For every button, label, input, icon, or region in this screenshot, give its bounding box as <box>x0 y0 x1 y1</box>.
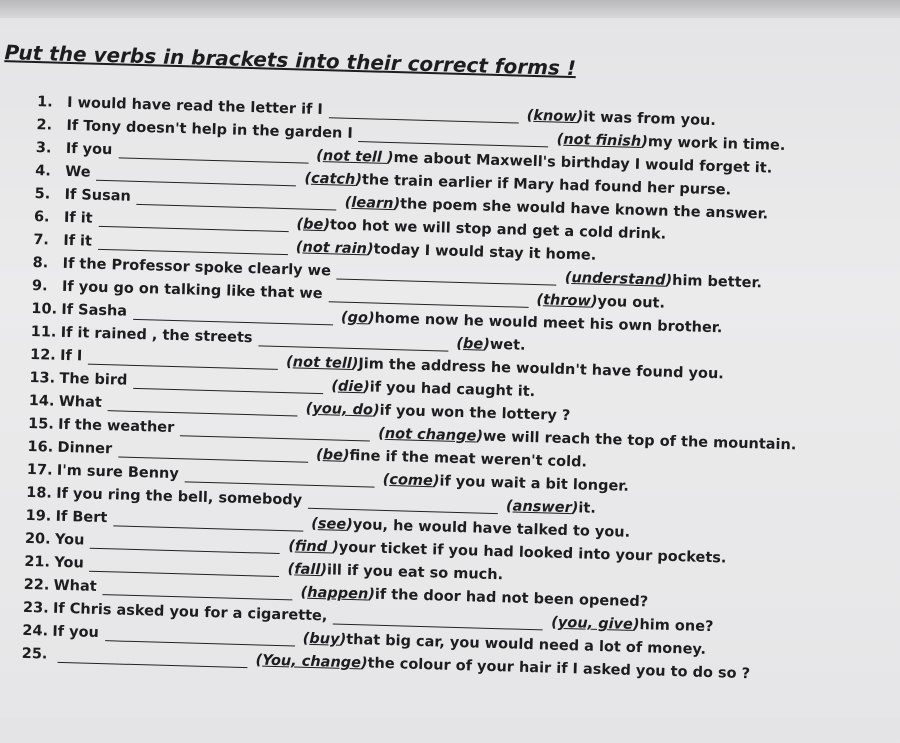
verb-hint: (not rain) <box>295 239 374 258</box>
verb-hint: (find ) <box>288 538 339 556</box>
verb-word: not tell <box>322 148 388 166</box>
exercise-number: 12. <box>29 346 57 364</box>
exercise-number: 22. <box>23 576 50 594</box>
exercise-number: 1. <box>36 94 53 111</box>
exercise-text-after: too hot we will stop and get a cold drink. <box>329 217 667 243</box>
verb-word: learn <box>351 194 394 213</box>
verb-word: be <box>302 216 324 234</box>
exercise-text-before: You <box>54 531 85 549</box>
verb-word: not tell <box>292 354 352 372</box>
verb-word: answer <box>512 498 572 517</box>
verb-word: you, do <box>312 400 374 419</box>
verb-word: go <box>347 309 369 327</box>
exercise-text-after: if you had caught it. <box>369 379 536 401</box>
verb-hint: (you, give) <box>551 614 640 634</box>
exercise-text-after: him better. <box>671 272 763 292</box>
exercise-text-before: If it <box>63 232 93 250</box>
verb-hint: (throw) <box>536 292 598 310</box>
exercise-text-before: If you <box>65 140 113 159</box>
exercise-number: 2. <box>36 117 53 134</box>
verb-word: die <box>337 378 364 396</box>
exercise-number: 10. <box>31 300 58 318</box>
exercise-number: 15. <box>27 415 55 433</box>
exercise-number: 7. <box>33 232 50 249</box>
exercise-text-after: your ticket if you had looked into your pockets. <box>338 539 727 567</box>
verb-word: be <box>462 336 484 353</box>
exercise-text-after: my work in time. <box>647 134 786 154</box>
verb-hint: (see) <box>311 515 354 534</box>
verb-hint: (understand) <box>564 269 673 289</box>
exercise-text-before: If the Professor spoke clearly we <box>62 255 332 280</box>
exercise-number: 4. <box>35 163 52 180</box>
verb-word: not change <box>384 425 477 445</box>
exercise-text-before: If the weather <box>57 416 175 437</box>
exercise-text-before: We <box>65 163 91 181</box>
verb-word: find <box>294 538 333 556</box>
verb-word: know <box>533 107 577 126</box>
verb-hint: (not change) <box>377 425 484 445</box>
exercise-text-after: if you won the lottery ? <box>379 402 571 425</box>
verb-hint: (You, change) <box>255 652 368 672</box>
exercise-text-before: If I <box>59 347 83 365</box>
exercise-text-after: ill if you eat so much. <box>326 562 504 584</box>
verb-word: you, give <box>557 614 634 633</box>
exercise-number: 24. <box>22 622 49 640</box>
verb-hint: (die) <box>331 378 371 396</box>
exercise-text-after: the poem she would have known the answer. <box>399 196 769 223</box>
verb-word: throw <box>542 292 592 310</box>
exercise-text-after: fine if the meat weren't cold. <box>349 447 588 471</box>
exercise-text-before: If Bert <box>55 508 108 527</box>
exercise-number: 13. <box>29 369 56 387</box>
exercise-number: 11. <box>30 323 57 341</box>
verb-word: see <box>317 516 347 533</box>
exercise-number: 8. <box>32 255 49 272</box>
verb-word: not rain <box>302 239 368 258</box>
exercise-number: 18. <box>26 484 53 502</box>
verb-hint: (be) <box>456 335 491 353</box>
exercise-number: 17. <box>26 461 53 479</box>
verb-hint: (not tell ) <box>316 147 394 167</box>
verb-hint: (be) <box>315 447 350 464</box>
exercise-text-before: If Chris asked you for a cigarette, <box>52 600 328 625</box>
exercise-text-before: If it <box>63 209 93 227</box>
exercise-text-after: me about Maxwell's birthday I would forget it. <box>393 150 773 177</box>
exercise-text-after: wet. <box>489 336 526 354</box>
exercise-number: 9. <box>31 278 48 295</box>
verb-hint: (know) <box>526 107 584 126</box>
exercise-text-before: The bird <box>59 370 128 389</box>
exercise-text-after: the train earlier if Mary had found her purse. <box>361 172 732 199</box>
exercise-text-after: it was from you. <box>583 109 717 130</box>
exercise-text-before: What <box>53 577 97 595</box>
exercise-list <box>22 87 858 685</box>
exercise-text-before: I'm sure Benny <box>56 462 180 483</box>
verb-word: happen <box>307 584 369 603</box>
exercise-number: 19. <box>25 507 52 525</box>
exercise-text-after: that big car, you would need a lot of money. <box>345 631 707 658</box>
exercise-text-before: If it rained , the streets <box>60 324 253 347</box>
verb-hint: (not tell) <box>285 354 359 373</box>
exercise-text-before: If you go on talking like that we <box>61 278 323 303</box>
exercise-text-before: You <box>54 554 84 572</box>
verb-word: fall <box>294 561 321 579</box>
verb-word: understand <box>571 270 666 289</box>
exercise-text-before: If you <box>52 623 100 642</box>
verb-hint: (answer) <box>505 498 579 517</box>
exercise-text-before: If Sasha <box>61 301 128 320</box>
exercise-text-before: If Susan <box>64 186 132 205</box>
exercise-text-before: Dinner <box>57 439 113 458</box>
verb-word: be <box>322 447 344 464</box>
verb-word: not finish <box>563 131 642 150</box>
worksheet-title: Put the verbs in brackets into their correct forms ! <box>4 40 577 81</box>
exercise-number: 16. <box>27 438 54 456</box>
exercise-text-after: the colour of your hair if I asked you to do so ? <box>367 655 751 683</box>
exercise-number: 20. <box>24 530 51 548</box>
exercise-text-before: I would have read the letter if I <box>66 94 323 119</box>
verb-hint: (come) <box>382 471 440 490</box>
exercise-number: 25. <box>21 645 48 663</box>
exercise-text-after: you out. <box>597 293 666 312</box>
verb-hint: (fall) <box>287 561 328 579</box>
exercise-text-before: If Tony doesn't help in the garden I <box>66 117 353 142</box>
exercise-number: 14. <box>28 392 55 410</box>
verb-hint: (buy) <box>302 630 347 648</box>
verb-hint: (not finish) <box>556 131 649 151</box>
exercise-text-after: it. <box>578 500 597 517</box>
exercise-text-after: home now he would meet his own brother. <box>374 310 723 337</box>
exercise-number: 3. <box>35 140 52 157</box>
verb-hint: (happen) <box>300 584 376 603</box>
exercise-text-after: if the door had not been opened? <box>374 586 649 611</box>
answer-blank[interactable] <box>58 649 248 668</box>
exercise-text-after: we will reach the top of the mountain. <box>482 428 797 454</box>
exercise-text-before: If you ring the bell, somebody <box>56 485 303 509</box>
exercise-text-after: you, he would have talked to you. <box>352 517 631 541</box>
exercise-number: 6. <box>33 209 50 226</box>
exercise-number: 5. <box>34 186 51 203</box>
verb-word: come <box>389 472 434 490</box>
exercise-text-before: What <box>58 393 103 411</box>
exercise-text-after: Jim the address he wouldn't have found you. <box>358 356 724 383</box>
verb-hint: (go) <box>340 309 375 327</box>
exercise-number: 21. <box>24 553 51 571</box>
exercise-text-after: him one? <box>639 617 714 636</box>
verb-hint: (catch) <box>304 170 363 189</box>
verb-hint: (you, do) <box>305 400 380 419</box>
verb-word: catch <box>310 170 356 188</box>
verb-word: buy <box>309 630 340 648</box>
verb-word: You, change <box>262 652 362 672</box>
verb-hint: (learn) <box>344 194 401 213</box>
exercise-number: 23. <box>22 599 49 617</box>
verb-hint: (be) <box>296 216 331 234</box>
exercise-text-after: today I would stay it home. <box>373 241 597 264</box>
exercise-text-after: if you wait a bit longer. <box>439 473 630 495</box>
